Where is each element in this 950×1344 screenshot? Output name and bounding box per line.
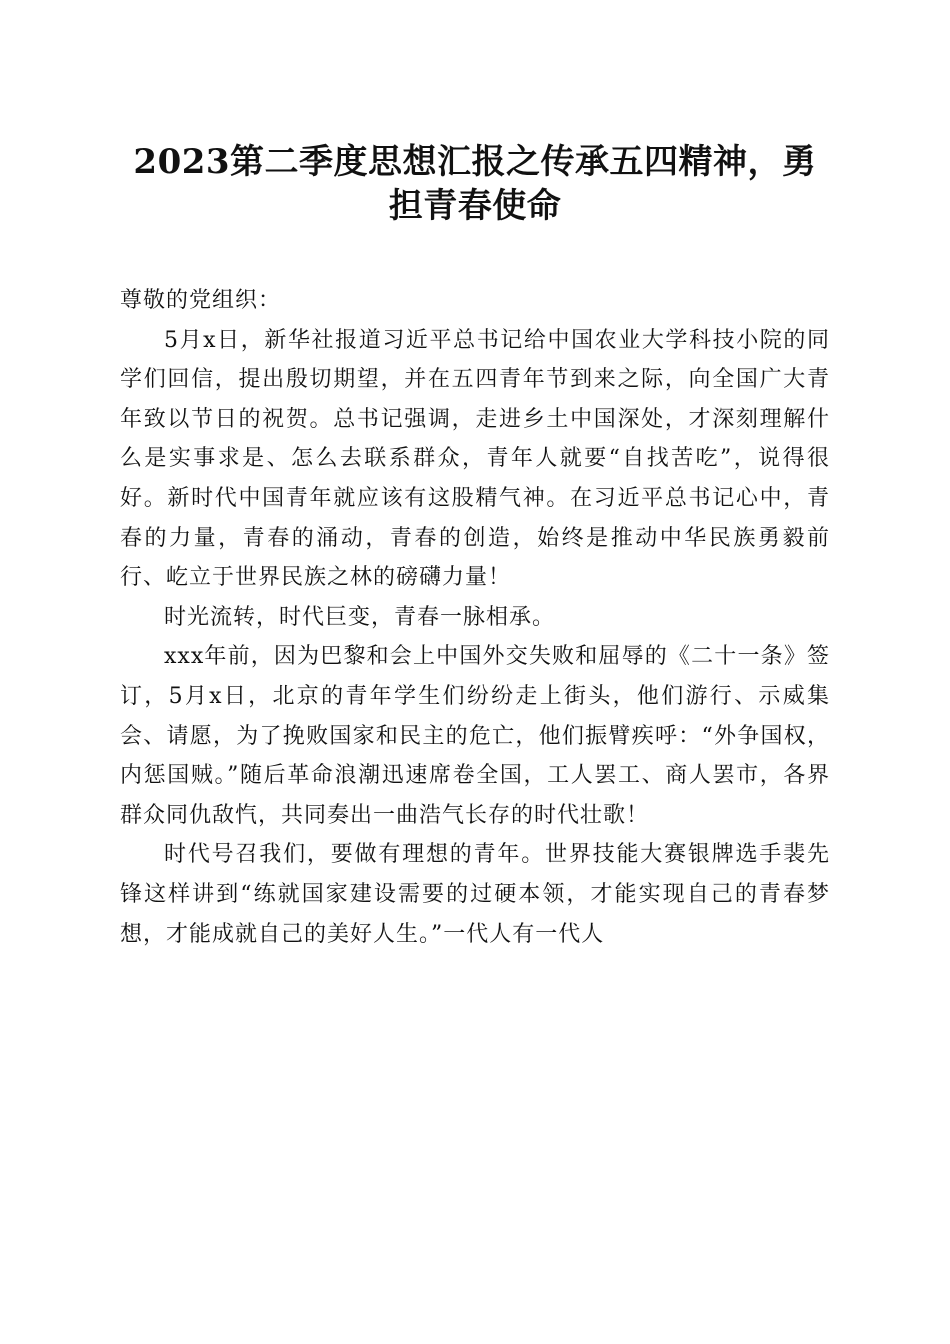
paragraph-1: 5月x日，新华社报道习近平总书记给中国农业大学科技小院的同学们回信，提出殷切期望，并在五四青年节到来之际，向全国广大青年致以节日的祝贺。总书记强调，走进乡土中国深处，才深刻理解什么是实事求是、怎么去联系群众，青年人就要“自找苦吃”，说得很好。新时代中国青年就应该有这股精气神。在习近平总书记心中，青春的力量，青春的涌动，青春的创造，始终是推动中华民族勇毅前行、屹立于世界民族之林的磅礴力量！ xyxy=(120,327,830,591)
salutation: 尊敬的党组织： xyxy=(120,288,282,313)
document-body xyxy=(120,281,830,954)
paragraph-3: xxx年前，因为巴黎和会上中国外交失败和屈辱的《二十一条》签订，5月x日，北京的青年学生们纷纷走上街头，他们游行、示威集会、请愿，为了挽败国家和民主的危亡，他们振臂疾呼：“外争国权，内惩国贼。”随后革命浪潮迅速席卷全国，工人罢工、商人罢市，各界群众同仇敌忾，共同奏出一曲浩气长存的时代壮歌！ xyxy=(120,644,830,828)
paragraph-2: 时光流转，时代巨变，青春一脉相承。 xyxy=(164,604,556,630)
paragraph-4: 时代号召我们，要做有理想的青年。世界技能大赛银牌选手裴先锋这样讲到“练就国家建设需要的过硬本领，才能实现自己的青春梦想，才能成就自己的美好人生。”一代人有一代人 xyxy=(120,842,830,947)
document-title: 2023第二季度思想汇报之传承五四精神，勇担青春使命 xyxy=(133,142,817,226)
